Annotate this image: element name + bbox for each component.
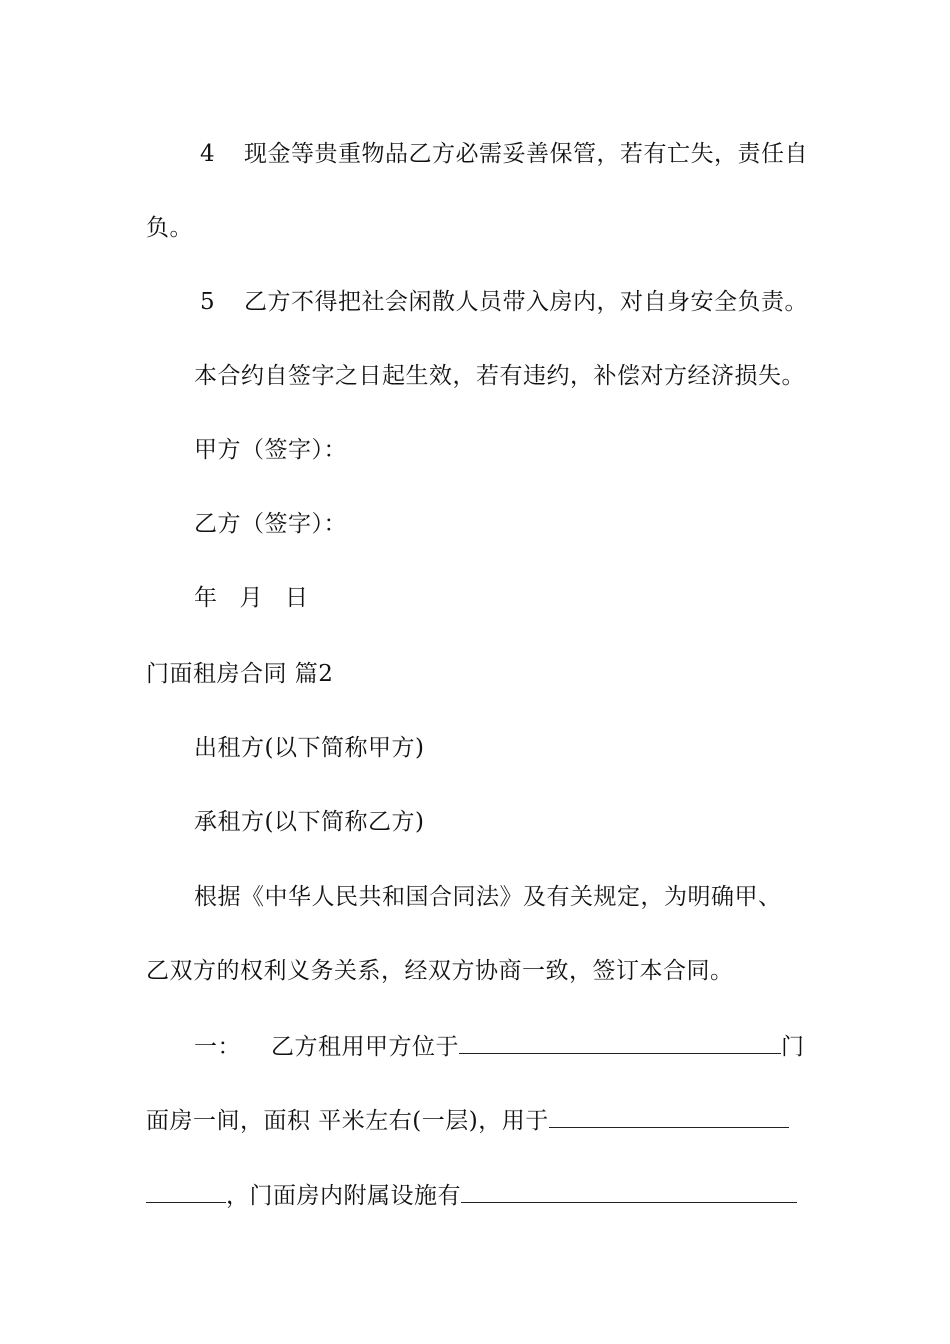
lessor-line (146, 728, 808, 768)
effect-clause-text: 本合约自签字之日起生效，若有违约，补偿对方经济损失。 (194, 363, 805, 389)
lessor-text: 出租方(以下简称甲方) (194, 735, 425, 761)
party-a-signature (146, 430, 808, 470)
date-month: 月 (239, 585, 263, 611)
party-a-signature-label: 甲方（签字）： (194, 437, 347, 463)
article-1-line-3 (146, 1176, 808, 1216)
basis-line-1 (146, 877, 808, 917)
article-1-end: 门 (781, 1034, 805, 1060)
party-b-signature (146, 504, 808, 544)
area-usage-text: 面房一间，面积 平米左右(一层)，用于 (146, 1108, 549, 1134)
party-b-signature-label: 乙方（签字）： (194, 511, 347, 537)
date-day: 日 (285, 585, 309, 611)
facilities-blank (461, 1176, 797, 1203)
item-5-line (146, 282, 808, 322)
item-4-line-1 (146, 134, 808, 174)
location-blank (459, 1027, 781, 1054)
effect-clause (146, 356, 808, 396)
item-5-text: 乙方不得把社会闲散人员带入房内，对自身安全负责。 (244, 289, 808, 315)
article-1-line-2 (146, 1101, 808, 1141)
basis-text: 根据《中华人民共和国合同法》及有关规定，为明确甲、 (194, 884, 782, 910)
section-title (146, 654, 808, 694)
date-line (146, 578, 808, 618)
usage-blank-continued (146, 1176, 226, 1203)
article-1-text: 乙方租用甲方位于 (271, 1034, 459, 1060)
item-4-text: 现金等贵重物品乙方必需妥善保管，若有亡失，责任自 (244, 141, 808, 167)
basis-line-2 (146, 951, 808, 991)
item-4-text-continued: 负。 (146, 215, 193, 241)
basis-text-continued: 乙双方的权利义务关系，经双方协商一致，签订本合同。 (146, 958, 734, 984)
item-4-number: 4 (200, 141, 216, 167)
date-year: 年 (194, 585, 218, 611)
facilities-text: ，门面房内附属设施有 (226, 1183, 461, 1209)
lessee-text: 承租方(以下简称乙方) (194, 809, 425, 835)
item-4-line-2 (146, 208, 808, 248)
item-5-number: 5 (200, 289, 216, 315)
section-title-text: 门面租房合同 篇2 (146, 661, 334, 687)
article-1-label: 一： (194, 1034, 241, 1060)
lessee-line (146, 802, 808, 842)
article-1-line-1 (146, 1027, 808, 1067)
usage-blank (549, 1101, 789, 1128)
